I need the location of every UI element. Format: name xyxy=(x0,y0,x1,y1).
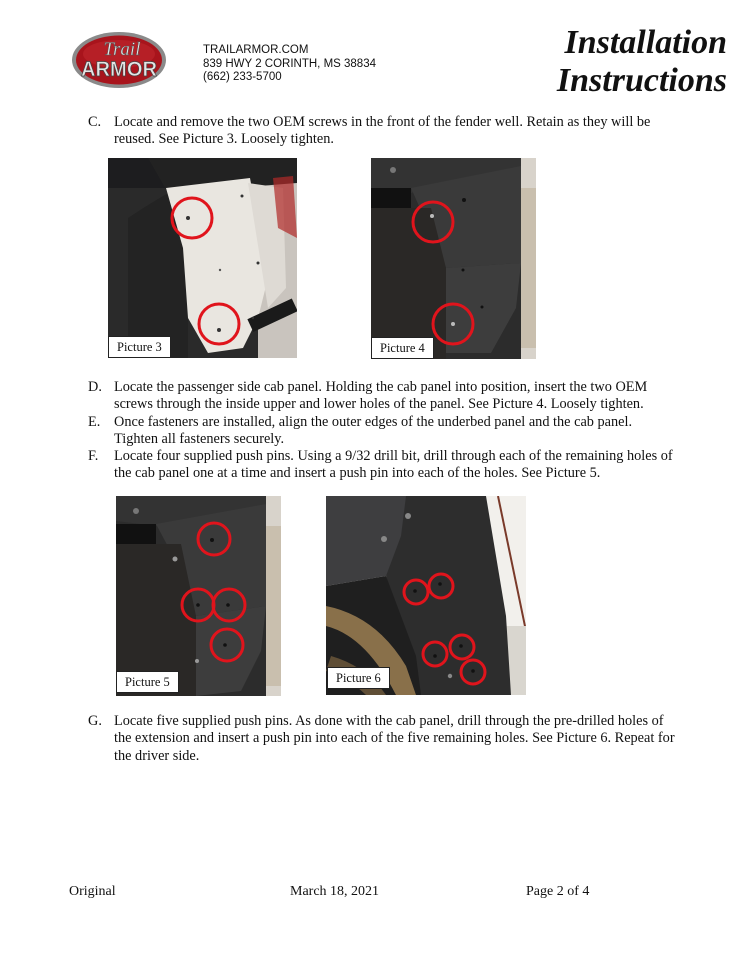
title-line-2: Instructions xyxy=(556,62,727,99)
step-label: G. xyxy=(88,713,102,729)
picture-5 xyxy=(116,496,281,696)
step-d xyxy=(88,379,678,414)
step-label: F. xyxy=(88,448,99,464)
step-f xyxy=(88,448,678,483)
step-e xyxy=(88,414,678,449)
step-label: D. xyxy=(88,379,102,395)
footer-version: Original xyxy=(69,884,116,899)
document-title xyxy=(557,24,727,100)
trail-armor-logo xyxy=(70,30,168,90)
step-text: Once fasteners are installed, align the outer edges of the underbed panel and the cab panel. Tighten all fasteners securely. xyxy=(114,414,633,448)
company-website: TRAILARMOR.COM xyxy=(203,44,309,56)
footer-date: March 18, 2021 xyxy=(290,884,380,899)
picture-caption: Picture 5 xyxy=(116,671,179,693)
title-line-1: Installation xyxy=(564,24,727,61)
picture-6 xyxy=(326,496,526,695)
step-c xyxy=(88,114,678,149)
step-g xyxy=(88,713,678,765)
picture-4 xyxy=(371,158,536,359)
company-contact xyxy=(203,44,376,85)
step-text: Locate five supplied push pins. As done with the cab panel, drill through the pre-drilled holes of the extension and insert a push pin into each of the five remaining holes. See Picture 6. Repeat for the driver side. xyxy=(114,713,675,764)
step-text: Locate four supplied push pins. Using a 9/32 drill bit, drill through each of the remaining holes of the cab panel one at a time and insert a push pin into each of the holes. See Picture 5. xyxy=(114,448,673,482)
picture-caption: Picture 3 xyxy=(108,336,171,358)
company-phone: (662) 233-5700 xyxy=(203,71,282,83)
picture-caption: Picture 6 xyxy=(327,667,390,689)
step-text: Locate and remove the two OEM screws in the front of the fender well. Retain as they will be reused. See Picture 3. Loosely tighten. xyxy=(114,114,651,148)
step-label: E. xyxy=(88,414,101,430)
logo-text-trail: Trail xyxy=(103,39,141,60)
logo-text-armor: ARMOR xyxy=(81,58,157,81)
step-label: C. xyxy=(88,114,102,130)
step-text: Locate the passenger side cab panel. Holding the cab panel into position, insert the two OEM screws through the inside upper and lower holes of the panel. See Picture 4. Loosely tighten. xyxy=(114,379,648,413)
company-address: 839 HWY 2 CORINTH, MS 38834 xyxy=(203,57,376,70)
picture-3 xyxy=(108,158,297,358)
picture-caption: Picture 4 xyxy=(371,337,434,359)
footer-page-number: Page 2 of 4 xyxy=(526,884,590,899)
